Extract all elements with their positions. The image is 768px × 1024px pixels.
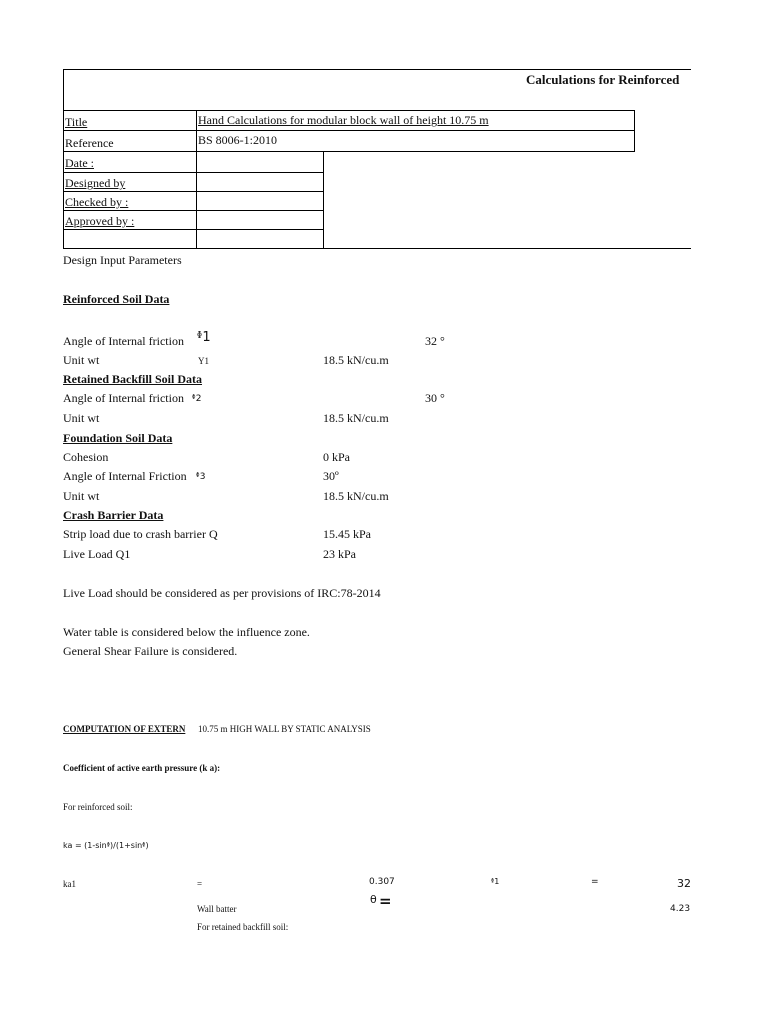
wall-batter-value: 4.23 <box>670 904 691 914</box>
table-line <box>63 172 324 173</box>
live-load-label: Live Load Q1 <box>63 547 131 561</box>
retained-friction-value: 30 ° <box>425 391 445 405</box>
table-line <box>63 130 635 131</box>
retained-backfill-heading: Retained Backfill Soil Data <box>63 372 203 386</box>
crash-barrier-heading: Crash Barrier Data <box>63 508 164 522</box>
reinforced-soil-heading: Reinforced Soil Data <box>63 292 170 306</box>
header-title-label: Title <box>65 115 88 129</box>
header-left-border <box>63 69 64 249</box>
header-top-border <box>63 69 691 70</box>
retained-unitwt-label: Unit wt <box>63 411 100 425</box>
table-line <box>323 151 324 249</box>
note-shear: General Shear Failure is considered. <box>63 644 238 658</box>
reinforced-unitwt-value: 18.5 kN/cu.m <box>323 353 389 367</box>
for-reinforced-label: For reinforced soil: <box>63 802 133 812</box>
header-title-value: Hand Calculations for modular block wall of height 10.75 m <box>198 113 489 127</box>
table-line <box>634 110 635 152</box>
ka1-value: 0.307 <box>369 877 395 887</box>
ka1-label: ka1 <box>63 879 76 889</box>
foundation-friction-label: Angle of Internal Friction <box>63 469 187 483</box>
phi1-symbol: ᶲ1 <box>491 877 500 886</box>
note-live-load: Live Load should be considered as per provisions of IRC:78-2014 <box>63 586 381 600</box>
table-line <box>63 210 324 211</box>
phi1-equals: = <box>591 877 599 887</box>
foundation-cohesion-label: Cohesion <box>63 450 109 464</box>
header-reference-value: BS 8006-1:2010 <box>198 133 278 147</box>
foundation-unitwt-value: 18.5 kN/cu.m <box>323 489 389 503</box>
foundation-friction-symbol: ᶲ3 <box>196 472 206 482</box>
computation-heading-rest: 10.75 m HIGH WALL BY STATIC ANALYSIS <box>198 724 371 734</box>
coefficient-heading: Coefficient of active earth pressure (k a): <box>63 763 221 773</box>
header-checked-label: Checked by : <box>65 195 129 209</box>
note-water-table: Water table is considered below the influence zone. <box>63 625 310 639</box>
design-input-heading: Design Input Parameters <box>63 253 182 267</box>
foundation-unitwt-label: Unit wt <box>63 489 100 503</box>
reinforced-friction-value: 32 ° <box>425 334 445 348</box>
table-line <box>63 110 635 111</box>
live-load-value: 23 kPa <box>323 547 356 561</box>
retained-friction-label: Angle of Internal friction <box>63 391 184 405</box>
ka1-equals: = <box>197 879 203 889</box>
for-retained-label: For retained backfill soil: <box>197 922 289 932</box>
foundation-cohesion-value: 0 kPa <box>323 450 350 464</box>
header-reference-label: Reference <box>65 136 114 150</box>
header-bottom-border <box>323 248 691 249</box>
reinforced-unitwt-symbol: Y1 <box>198 356 209 366</box>
sheet-title: Calculations for Reinforced <box>526 72 680 87</box>
table-line <box>63 151 635 152</box>
ka-formula: ka = (1-sinᶲ)/(1+sinᶲ) <box>63 841 149 850</box>
foundation-soil-heading: Foundation Soil Data <box>63 431 173 445</box>
reinforced-friction-symbol: ᶲ1 <box>197 330 211 345</box>
header-designed-label: Designed by <box>65 176 126 190</box>
header-approved-label: Approved by : <box>65 214 135 228</box>
theta-symbol: θ <box>370 893 377 906</box>
retained-friction-symbol: ᶲ2 <box>192 394 202 404</box>
wall-batter-label: Wall batter <box>197 904 237 914</box>
retained-unitwt-value: 18.5 kN/cu.m <box>323 411 389 425</box>
phi1-value: 32 <box>677 877 691 890</box>
table-line <box>63 229 324 230</box>
theta-equals: = <box>379 892 392 910</box>
table-line <box>63 191 324 192</box>
reinforced-friction-label: Angle of Internal friction <box>63 334 184 348</box>
reinforced-unitwt-label: Unit wt <box>63 353 100 367</box>
table-line <box>63 248 324 249</box>
crash-strip-value: 15.45 kPa <box>323 527 371 541</box>
crash-strip-label: Strip load due to crash barrier Q <box>63 527 218 541</box>
foundation-friction-value: 30º <box>323 469 339 483</box>
computation-heading-prefix: COMPUTATION OF EXTERN <box>63 724 186 734</box>
header-date-label: Date : <box>65 156 94 170</box>
